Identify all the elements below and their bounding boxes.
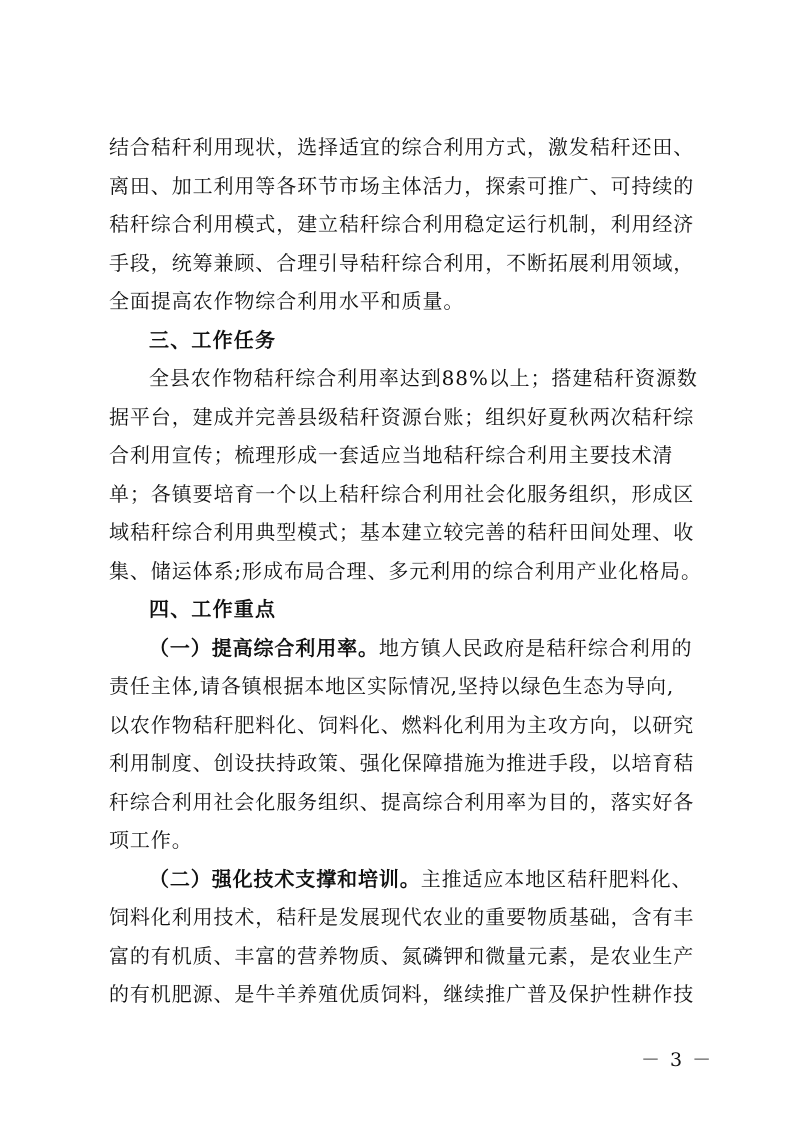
text-line: 离田、加工利用等各环节市场主体活力，探索可推广、可持续的 xyxy=(109,173,695,198)
text-line: 单；各镇要培育一个以上秸秆综合利用社会化服务组织，形成区 xyxy=(109,481,695,506)
text-line xyxy=(109,629,693,668)
focus-item-1-paragraph xyxy=(109,629,695,860)
text-line: 集、储运体系;形成布局合理、多元利用的综合利用产业化格局。 xyxy=(109,558,702,583)
section-heading-tasks: 三、工作任务 xyxy=(149,327,277,352)
text-line: 结合秸秆利用现状，选择适宜的综合利用方式，激发秸秆还田、 xyxy=(109,135,695,159)
item-lead-text: 主推适应本地区秸秆肥料化、 xyxy=(420,866,693,891)
text-line: 项工作。 xyxy=(109,828,193,852)
page-number: － 3 － xyxy=(641,1049,714,1071)
text-line: 责任主体,请各镇根据本地区实际情况,坚持以绿色生态为导向, xyxy=(109,674,675,698)
text-line: 以农作物秸秆肥料化、饲料化、燃料化利用为主攻方向，以研究 xyxy=(109,712,695,737)
text-line: 全县农作物秸秆综合利用率达到88%以上；搭建秸秆资源数 xyxy=(149,366,698,390)
document-body xyxy=(109,128,702,1014)
text-line: 饲料化利用技术，秸秆是发展现代农业的重要物质基础，含有丰 xyxy=(109,905,695,929)
text-line xyxy=(109,860,693,899)
item-lead-title: （二）强化技术支撑和培训。 xyxy=(149,866,421,891)
text-line: 据平台，建成并完善县级秸秆资源台账；组织好夏秋两次秸秆综 xyxy=(109,404,695,429)
item-lead-text: 地方镇人民政府是秸秆综合利用的 xyxy=(378,635,693,660)
section-heading-focus: 四、工作重点 xyxy=(149,597,277,621)
focus-item-2-paragraph xyxy=(109,860,695,1014)
text-line: 合利用宣传；梳理形成一套适应当地秸秆综合利用主要技术清 xyxy=(109,443,674,467)
text-line: 域秸秆综合利用典型模式；基本建立较完善的秸秆田间处理、收 xyxy=(109,520,695,544)
text-line: 富的有机质、丰富的营养物质、氮磷钾和微量元素，是农业生产 xyxy=(109,943,695,968)
item-lead-title: （一）提高综合利用率。 xyxy=(149,635,379,660)
text-line: 全面提高农作物综合利用水平和质量。 xyxy=(109,289,465,313)
text-line: 秸秆综合利用模式，建立秸秆综合利用稳定运行机制，利用经济 xyxy=(109,212,695,236)
text-line: 利用制度、创设扶持政策、强化保障措施为推进手段，以培育秸 xyxy=(109,751,695,775)
text-line: 手段，统筹兼顾、合理引导秸秆综合利用，不断拓展利用领域， xyxy=(109,250,695,275)
tasks-paragraph xyxy=(109,359,702,590)
text-line: 秆综合利用社会化服务组织、提高综合利用率为目的，落实好各 xyxy=(109,789,695,814)
text-line: 的有机肥源、是牛羊养殖优质饲料，继续推广普及保护性耕作技 xyxy=(109,982,695,1006)
intro-paragraph xyxy=(109,128,695,321)
